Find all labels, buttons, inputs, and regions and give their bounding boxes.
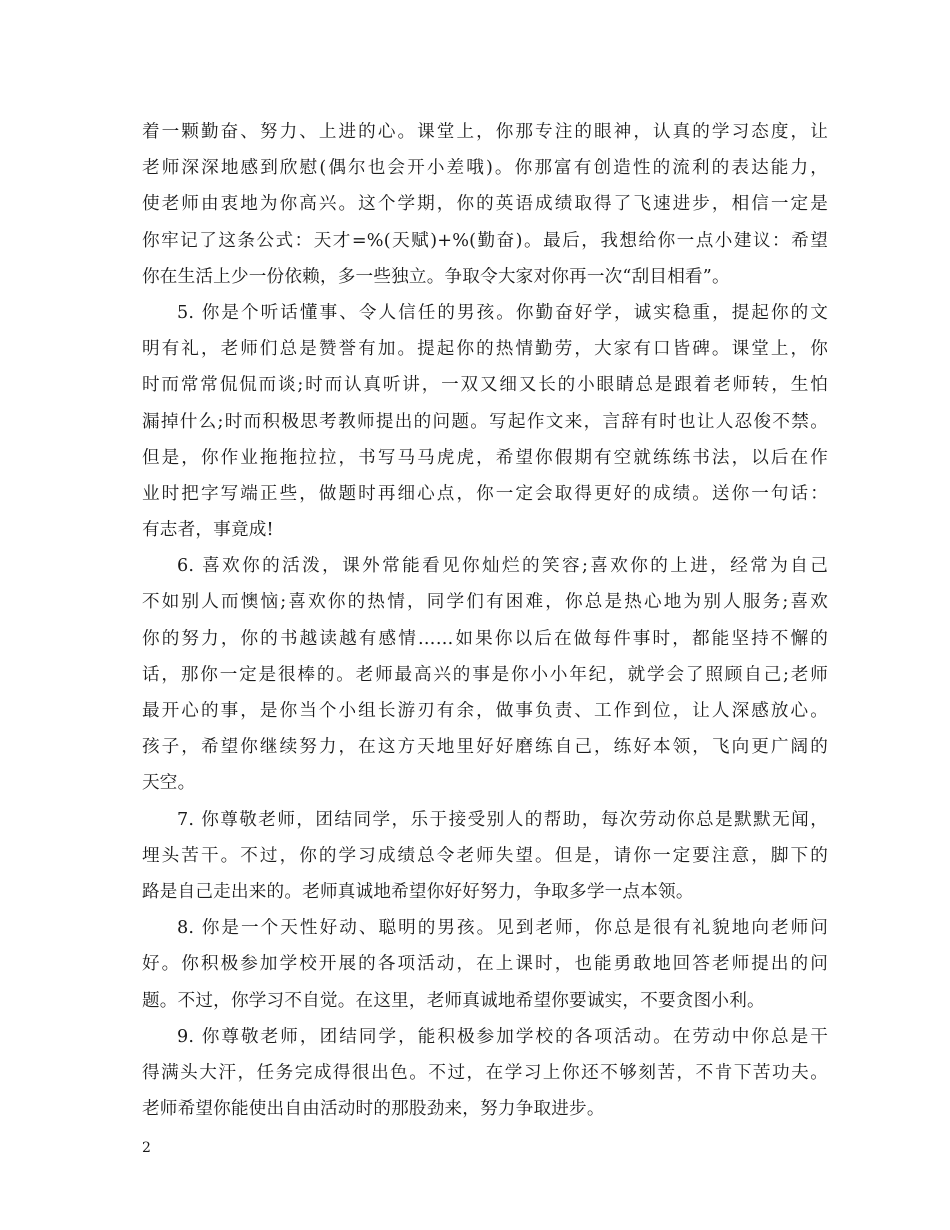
text-line: 6. 喜欢你的活泼，课外常能看见你灿烂的笑容;喜欢你的上进，经常为自己 [177, 556, 828, 577]
text-line: 业时把字写端正些，做题时再细心点，你一定会取得更好的成绩。送你一句话： [142, 483, 828, 504]
paragraph [142, 295, 828, 548]
text-line: 5. 你是个听话懂事、令人信任的男孩。你勤奋好学，诚实稳重，提起你的文 [177, 302, 828, 323]
text-line: 使老师由衷地为你高兴。这个学期，你的英语成绩取得了飞速进步，相信一定是 [142, 194, 828, 215]
text-line: 你的努力，你的书越读越有感情……如果你以后在做每件事时，都能坚持不懈的 [142, 628, 828, 649]
paragraph [142, 1019, 828, 1128]
text-line: 漏掉什么;时而积极思考教师提出的问题。写起作文来，言辞有时也让人忍俊不禁。 [142, 411, 828, 432]
text-line: 7. 你尊敬老师，团结同学，乐于接受别人的帮助，每次劳动你总是默默无闻， [177, 809, 828, 830]
text-line: 不如别人而懊恼;喜欢你的热情，同学们有困难，你总是热心地为别人服务;喜欢 [142, 592, 828, 613]
text-line: 路是自己走出来的。老师真诚地希望你好好努力，争取多学一点本领。 [142, 881, 694, 902]
paragraph [142, 548, 828, 801]
text-line: 老师希望你能使出自由活动时的那股劲来，努力争取进步。 [142, 1099, 605, 1120]
text-line: 着一颗勤奋、努力、上进的心。课堂上，你那专注的眼神，认真的学习态度，让 [142, 122, 828, 142]
text-line: 话，那你一定是很棒的。老师最高兴的事是你小小年纪，就学会了照顾自己;老师 [142, 664, 828, 685]
body-text [142, 114, 828, 1127]
text-line: 但是，你作业拖拖拉拉，书写马马虎虎，希望你假期有空就练练书法，以后在作 [142, 447, 828, 468]
text-line: 老师深深地感到欣慰(偶尔也会开小差哦)。你那富有创造性的流利的表达能力， [142, 158, 828, 179]
text-line: 题。不过，你学习不自觉。在这里，老师真诚地希望你要诚实，不要贪图小利。 [142, 990, 765, 1011]
text-line: 好。你积极参加学校开展的各项活动，在上课时，也能勇敢地回答老师提出的问 [142, 954, 828, 975]
text-line: 天空。 [142, 773, 196, 794]
text-line: 8. 你是一个天性好动、聪明的男孩。见到老师，你总是很有礼貌地向老师问 [177, 918, 828, 939]
paragraph [142, 910, 828, 1019]
text-line: 得满头大汗，任务完成得很出色。不过，在学习上你还不够刻苦，不肯下苦功夫。 [142, 1062, 828, 1083]
text-line: 埋头苦干。不过，你的学习成绩总令老师失望。但是，请你一定要注意，脚下的 [142, 845, 828, 866]
page-number: 2 [142, 1140, 151, 1156]
text-line: 有志者，事竟成! [142, 520, 274, 541]
paragraph [142, 114, 828, 295]
text-line: 你牢记了这条公式：天才=%(天赋)+%(勤奋)。最后，我想给你一点小建议：希望 [142, 230, 828, 251]
text-line: 你在生活上少一份依赖，多一些独立。争取令大家对你再一次“刮目相看”。 [142, 266, 730, 287]
text-line: 明有礼，老师们总是赞誉有加。提起你的热情勤劳，大家有口皆碑。课堂上，你 [142, 339, 828, 360]
text-line: 孩子，希望你继续努力，在这方天地里好好磨练自己，练好本领，飞向更广阔的 [142, 737, 828, 758]
text-line: 时而常常侃侃而谈;时而认真听讲，一双又细又长的小眼睛总是跟着老师转，生怕 [142, 375, 828, 396]
text-line: 9. 你尊敬老师，团结同学，能积极参加学校的各项活动。在劳动中你总是干 [177, 1026, 828, 1047]
paragraph [142, 802, 828, 911]
text-line: 最开心的事，是你当个小组长游刃有余，做事负责、工作到位，让人深感放心。 [142, 701, 828, 721]
